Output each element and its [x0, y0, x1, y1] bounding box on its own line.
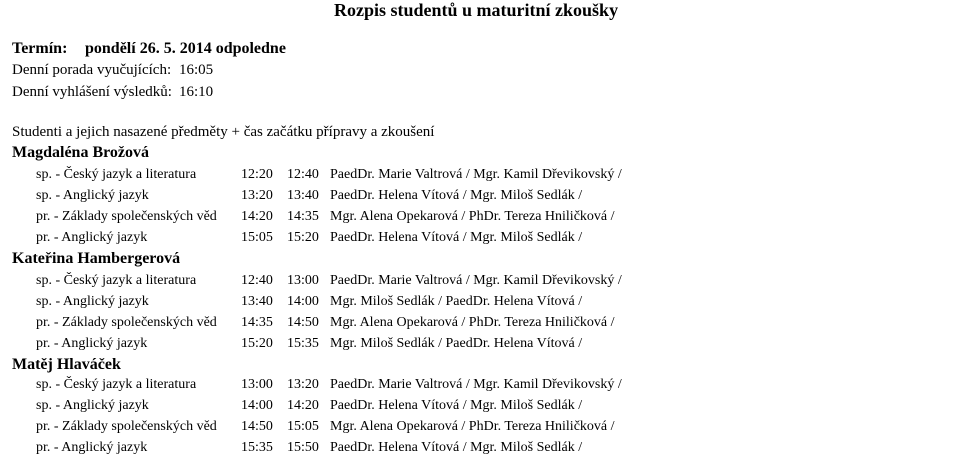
end-time: 14:00	[287, 294, 319, 309]
student-name: Magdaléna Brožová	[12, 144, 150, 161]
subject: pr. - Anglický jazyk	[36, 230, 148, 245]
exam-date	[12, 40, 286, 58]
subject: pr. - Anglický jazyk	[36, 440, 148, 455]
committee: PaedDr. Marie Valtrová / Mgr. Kamil Dřevikovský /	[330, 273, 622, 288]
subject: pr. - Základy společenských věd	[36, 419, 217, 434]
end-time: 14:35	[287, 209, 319, 224]
start-time: 12:40	[241, 273, 273, 288]
committee: Mgr. Alena Opekarová / PhDr. Tereza Hniličková /	[330, 419, 615, 434]
staff-meeting-time: 16:05	[179, 62, 214, 78]
end-time: 12:40	[287, 167, 319, 182]
subject: sp. - Český jazyk a literatura	[36, 273, 197, 288]
student-name: Kateřina Hambergerová	[12, 250, 181, 267]
end-time: 14:50	[287, 315, 319, 330]
subject: sp. - Anglický jazyk	[36, 188, 149, 203]
subject: sp. - Anglický jazyk	[36, 398, 149, 413]
start-time: 14:35	[241, 315, 273, 330]
results-announcement-label: Denní vyhlášení výsledků:	[12, 84, 172, 100]
student-name: Matěj Hlaváček	[12, 356, 121, 373]
end-time: 13:40	[287, 188, 319, 203]
subject: pr. - Anglický jazyk	[36, 336, 148, 351]
exam-date-value: pondělí 26. 5. 2014 odpoledne	[85, 40, 286, 57]
subject: pr. - Základy společenských věd	[36, 209, 217, 224]
staff-meeting-line	[12, 62, 214, 79]
committee: PaedDr. Helena Vítová / Mgr. Miloš Sedlák /	[330, 440, 583, 455]
start-time: 15:35	[241, 440, 273, 455]
committee: Mgr. Miloš Sedlák / PaedDr. Helena Vítová /	[330, 294, 583, 309]
start-time: 14:50	[241, 419, 273, 434]
end-time: 13:20	[287, 377, 319, 392]
start-time: 12:20	[241, 167, 273, 182]
end-time: 13:00	[287, 273, 319, 288]
start-time: 14:00	[241, 398, 273, 413]
subject: pr. - Základy společenských věd	[36, 315, 217, 330]
subject: sp. - Český jazyk a literatura	[36, 377, 197, 392]
committee: PaedDr. Marie Valtrová / Mgr. Kamil Dřevikovský /	[330, 167, 622, 182]
section-caption: Studenti a jejich nasazené předměty + čas začátku přípravy a zkoušení	[12, 124, 435, 140]
exam-date-label: Termín:	[12, 40, 68, 57]
start-time: 15:05	[241, 230, 273, 245]
start-time: 13:20	[241, 188, 273, 203]
committee: PaedDr. Helena Vítová / Mgr. Miloš Sedlák /	[330, 230, 583, 245]
committee: PaedDr. Marie Valtrová / Mgr. Kamil Dřevikovský /	[330, 377, 622, 392]
end-time: 15:05	[287, 419, 319, 434]
end-time: 14:20	[287, 398, 319, 413]
end-time: 15:50	[287, 440, 319, 455]
page-title: Rozpis studentů u maturitní zkoušky	[334, 0, 619, 20]
committee: PaedDr. Helena Vítová / Mgr. Miloš Sedlák /	[330, 398, 583, 413]
end-time: 15:20	[287, 230, 319, 245]
results-announcement-line	[12, 84, 214, 101]
results-announcement-time: 16:10	[179, 84, 214, 100]
start-time: 15:20	[241, 336, 273, 351]
subject: sp. - Anglický jazyk	[36, 294, 149, 309]
committee: PaedDr. Helena Vítová / Mgr. Miloš Sedlák /	[330, 188, 583, 203]
start-time: 14:20	[241, 209, 273, 224]
committee: Mgr. Alena Opekarová / PhDr. Tereza Hniličková /	[330, 315, 615, 330]
staff-meeting-label: Denní porada vyučujících:	[12, 62, 172, 78]
subject: sp. - Český jazyk a literatura	[36, 167, 197, 182]
end-time: 15:35	[287, 336, 319, 351]
start-time: 13:00	[241, 377, 273, 392]
committee: Mgr. Alena Opekarová / PhDr. Tereza Hniličková /	[330, 209, 615, 224]
committee: Mgr. Miloš Sedlák / PaedDr. Helena Vítová /	[330, 336, 583, 351]
start-time: 13:40	[241, 294, 273, 309]
